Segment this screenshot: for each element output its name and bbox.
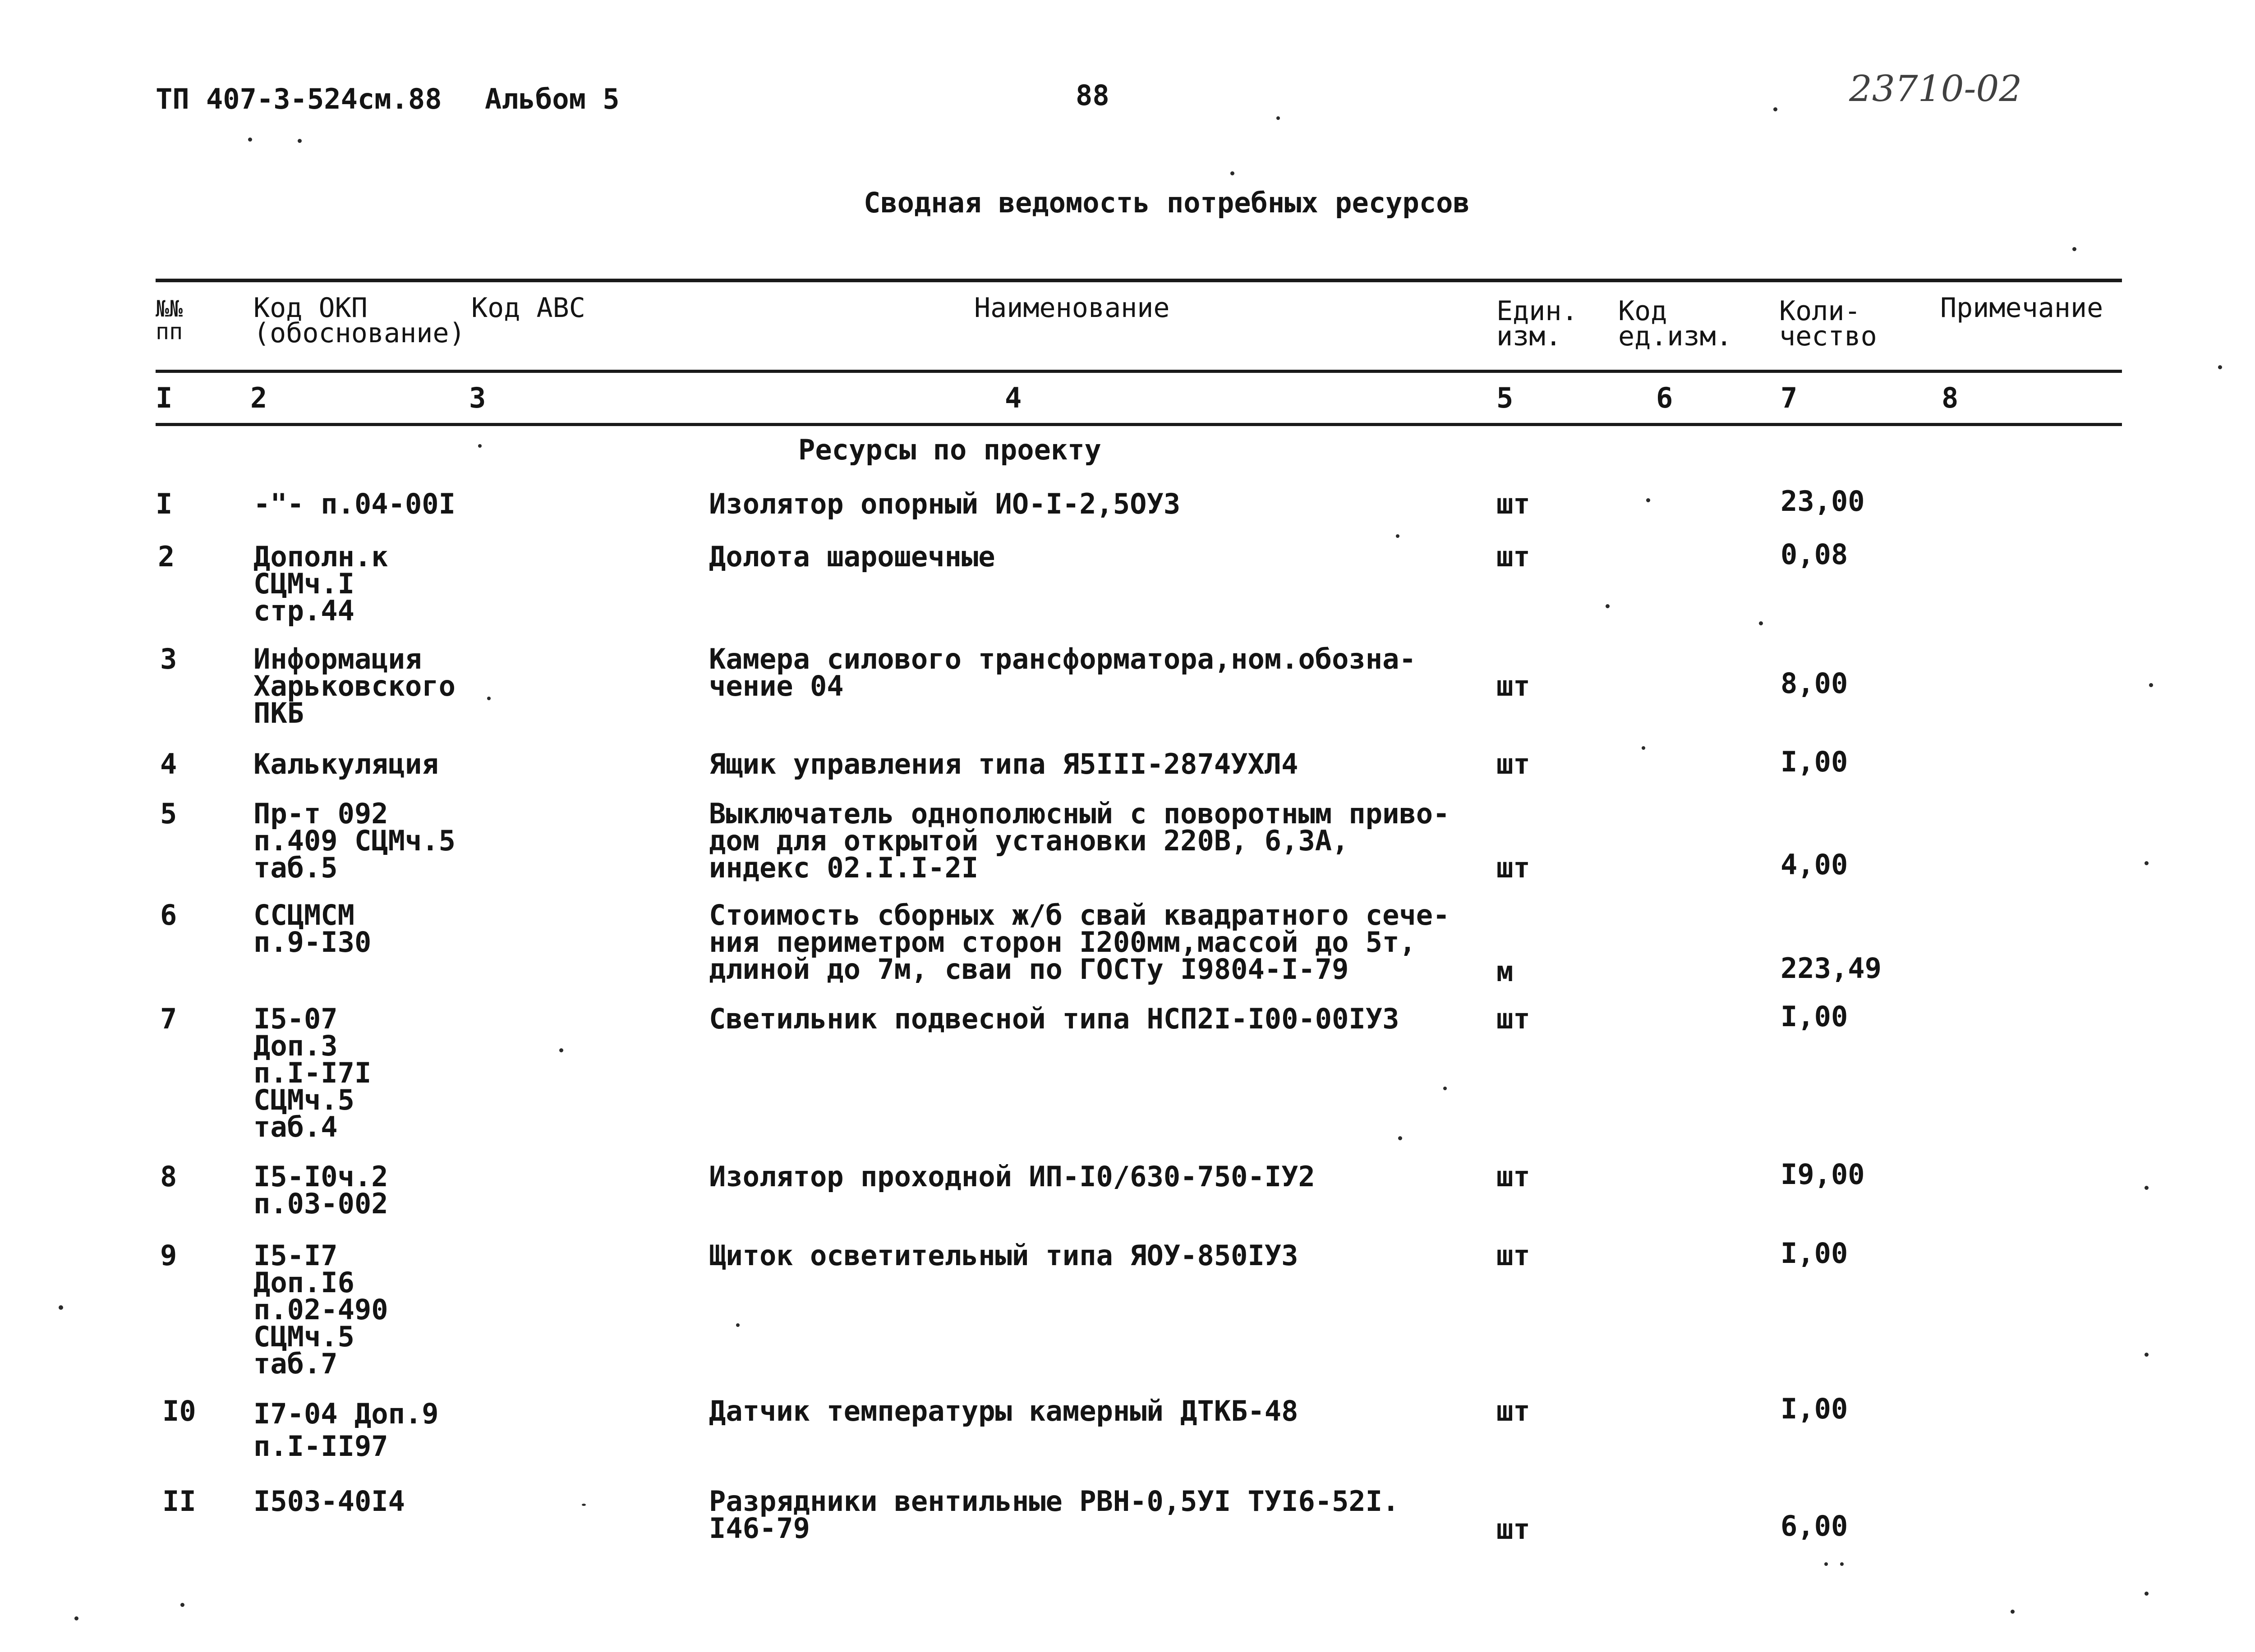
row-9-qty: I,00 bbox=[1781, 1237, 1848, 1270]
row-1-num: I bbox=[156, 487, 173, 520]
scan-speck bbox=[582, 1504, 586, 1506]
scan-speck bbox=[1824, 1562, 1828, 1566]
row-8-okp: I5-I0ч.2 п.03-002 bbox=[253, 1160, 388, 1220]
column-number-2: 2 bbox=[250, 381, 267, 414]
column-header-unit: Един. изм. bbox=[1496, 295, 1578, 352]
row-8-num: 8 bbox=[160, 1160, 177, 1193]
section-title: Ресурсы по проекту bbox=[798, 433, 1101, 466]
row-9-name: Щиток осветительный типа ЯОУ-850IУЗ bbox=[709, 1239, 1298, 1272]
scan-speck bbox=[298, 139, 302, 143]
column-number-7: 7 bbox=[1781, 381, 1798, 414]
scan-speck bbox=[2011, 1610, 2015, 1614]
column-header-unit-code: Код ед.изм. bbox=[1618, 295, 1732, 352]
row-3-okp: Информация Харьковского ПКБ bbox=[253, 642, 456, 730]
scan-speck bbox=[2072, 247, 2076, 251]
row-1-qty: 23,00 bbox=[1781, 485, 1865, 518]
row-6-unit: м bbox=[1496, 955, 1514, 988]
row-10-qty: I,00 bbox=[1781, 1392, 1848, 1425]
row-9-num: 9 bbox=[160, 1239, 177, 1272]
column-number-3: 3 bbox=[469, 381, 486, 414]
row-6-qty: 223,49 bbox=[1781, 952, 1882, 985]
row-7-num: 7 bbox=[160, 1002, 177, 1035]
row-8-qty: I9,00 bbox=[1781, 1158, 1865, 1191]
column-header-num: №№ пп bbox=[156, 296, 183, 344]
row-6-okp: ССЦМСМ п.9-I30 bbox=[253, 899, 372, 959]
row-3-num: 3 bbox=[160, 642, 177, 675]
row-11-okp: I503-40I4 bbox=[253, 1485, 405, 1518]
scan-speck bbox=[1396, 534, 1399, 538]
scan-speck bbox=[2145, 1353, 2149, 1357]
scan-speck bbox=[1646, 498, 1650, 502]
row-2-unit: шт bbox=[1496, 540, 1530, 573]
row-1-okp: -"- п.04-00I bbox=[253, 487, 456, 520]
row-11-name: Разрядники вентильные РВН-0,5УI ТУI6-52I. I46-79 bbox=[709, 1485, 1399, 1545]
column-header-abc: Код АВС bbox=[471, 292, 585, 324]
row-4-num: 4 bbox=[160, 748, 177, 780]
column-number-rule bbox=[156, 423, 2122, 426]
scan-speck bbox=[2145, 1186, 2149, 1190]
scan-speck bbox=[248, 138, 252, 142]
scan-speck bbox=[2145, 1592, 2149, 1596]
row-8-name: Изолятор проходной ИП-I0/630-750-IУ2 bbox=[709, 1160, 1315, 1193]
row-11-unit: шт bbox=[1496, 1513, 1530, 1546]
column-number-6: 6 bbox=[1656, 381, 1673, 414]
table-top-rule bbox=[156, 279, 2122, 282]
row-5-okp: Пр-т 092 п.409 СЦМч.5 таб.5 bbox=[253, 797, 456, 884]
row-7-qty: I,00 bbox=[1781, 1000, 1848, 1033]
row-5-qty: 4,00 bbox=[1781, 848, 1848, 881]
row-1-unit: шт bbox=[1496, 487, 1530, 520]
album-label: Альбом 5 bbox=[485, 83, 620, 115]
scan-speck bbox=[1759, 621, 1763, 625]
row-4-okp: Калькуляция bbox=[253, 748, 439, 780]
scan-speck bbox=[1443, 1087, 1447, 1090]
column-header-name: Наименование bbox=[974, 292, 1170, 324]
row-4-unit: шт bbox=[1496, 748, 1530, 780]
row-10-name: Датчик температуры камерный ДТКБ-48 bbox=[709, 1395, 1298, 1427]
scan-speck bbox=[59, 1305, 63, 1310]
scan-speck bbox=[1230, 171, 1234, 175]
row-10-unit: шт bbox=[1496, 1395, 1530, 1427]
column-number-5: 5 bbox=[1496, 381, 1514, 414]
scan-speck bbox=[487, 697, 491, 700]
scan-speck bbox=[559, 1048, 563, 1052]
row-1-name: Изолятор опорный ИО-I-2,5ОУЗ bbox=[709, 487, 1181, 520]
row-4-qty: I,00 bbox=[1781, 745, 1848, 778]
row-7-name: Светильник подвесной типа НСП2I-I00-00IУЗ bbox=[709, 1002, 1399, 1035]
row-6-num: 6 bbox=[160, 899, 177, 932]
row-11-num: II bbox=[162, 1485, 196, 1518]
row-3-unit: шт bbox=[1496, 670, 1530, 702]
row-2-qty: 0,08 bbox=[1781, 538, 1848, 571]
page-number: 88 bbox=[1076, 79, 1109, 112]
scan-speck bbox=[478, 444, 482, 448]
row-5-unit: шт bbox=[1496, 851, 1530, 884]
document-code: ТП 407-3-524см.88 bbox=[156, 83, 442, 115]
scan-speck bbox=[2145, 861, 2149, 865]
row-8-unit: шт bbox=[1496, 1160, 1530, 1193]
row-2-num: 2 bbox=[158, 540, 175, 573]
row-5-name: Выключатель однополюсный с поворотным приво- дом для открытой установки 220В, 6,3А, индекс 02.I.I-2I bbox=[709, 797, 1450, 884]
header-bottom-rule bbox=[156, 370, 2122, 373]
scan-speck bbox=[74, 1616, 78, 1620]
row-3-qty: 8,00 bbox=[1781, 667, 1848, 700]
scan-speck bbox=[1773, 107, 1777, 111]
scan-speck bbox=[736, 1323, 740, 1327]
column-header-qty: Коли- чество bbox=[1779, 295, 1877, 352]
column-header-note: Примечание bbox=[1940, 292, 2103, 324]
scan-speck bbox=[1276, 116, 1280, 120]
column-number-8: 8 bbox=[1942, 381, 1959, 414]
column-number-1: I bbox=[156, 381, 173, 414]
row-11-qty: 6,00 bbox=[1781, 1510, 1848, 1542]
scan-speck bbox=[180, 1603, 184, 1607]
row-4-name: Ящик управления типа Я5III-2874УХЛ4 bbox=[709, 748, 1298, 780]
row-2-okp: Дополн.к СЦМч.I стр.44 bbox=[253, 540, 388, 627]
scan-speck bbox=[2218, 365, 2222, 369]
document-title: Сводная ведомость потребных ресурсов bbox=[864, 186, 1470, 219]
scan-speck bbox=[1398, 1136, 1402, 1140]
column-header-okp: Код ОКП (обоснование) bbox=[253, 292, 465, 349]
row-6-name: Стоимость сборных ж/б свай квадратного сече- ния периметром сторон I200мм,массой до 5т, длиной до 7м, сваи по ГОСТу I9804-I-79 bbox=[709, 899, 1450, 986]
column-number-4: 4 bbox=[1005, 381, 1022, 414]
scan-speck bbox=[1642, 746, 1645, 750]
row-9-okp: I5-I7 Доп.I6 п.02-490 СЦМч.5 таб.7 bbox=[253, 1239, 388, 1380]
row-7-unit: шт bbox=[1496, 1002, 1530, 1035]
row-5-num: 5 bbox=[160, 797, 177, 830]
row-10-num: I0 bbox=[162, 1395, 196, 1427]
scan-speck bbox=[1840, 1562, 1844, 1566]
inventory-mark: 23710-02 bbox=[1849, 68, 2022, 110]
row-9-unit: шт bbox=[1496, 1239, 1530, 1272]
row-3-name: Камера силового трансформатора,ном.обозна- чение 04 bbox=[709, 642, 1416, 702]
row-10-okp: I7-04 Доп.9 п.I-II97 bbox=[253, 1397, 439, 1463]
scan-speck bbox=[2149, 683, 2153, 687]
row-7-okp: I5-07 Доп.3 п.I-I7I СЦМч.5 таб.4 bbox=[253, 1002, 372, 1143]
row-2-name: Долота шарошечные bbox=[709, 540, 995, 573]
scan-speck bbox=[1606, 604, 1610, 608]
